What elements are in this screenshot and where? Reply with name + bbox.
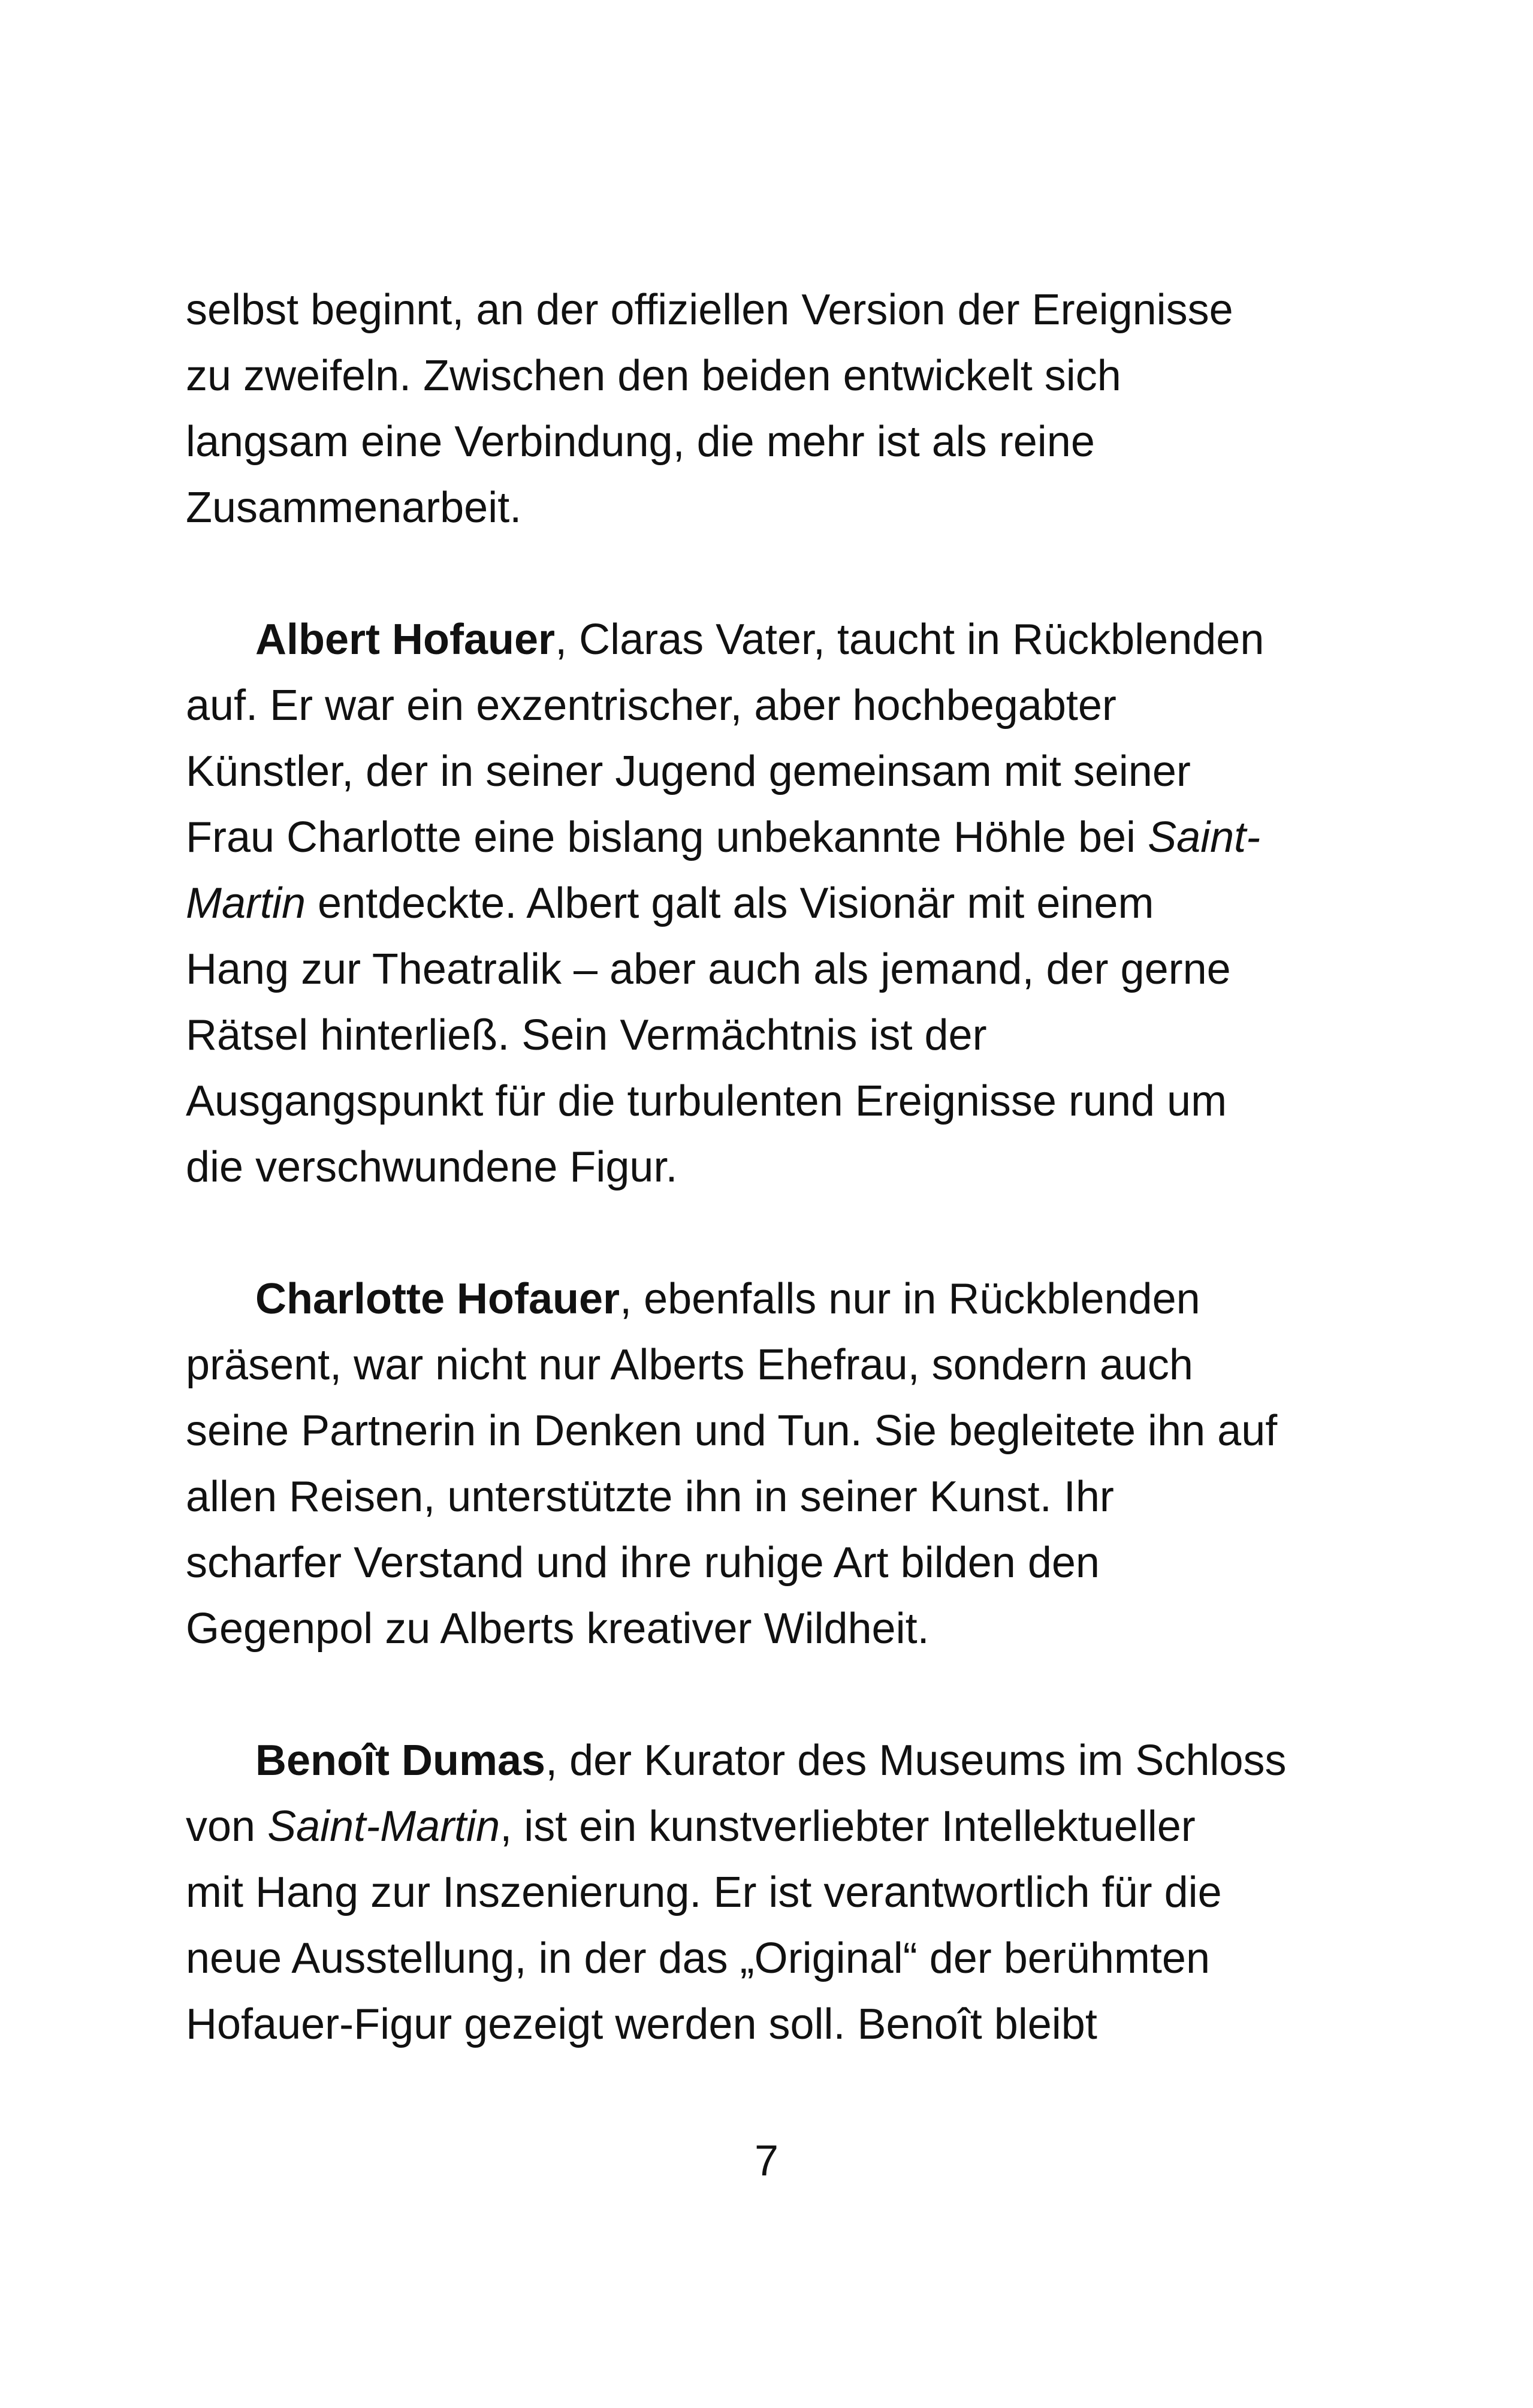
text-line: Künstler, der in seiner Jugend gemeinsam mit seiner bbox=[186, 748, 1191, 795]
text-line bbox=[186, 870, 1360, 936]
text-line bbox=[186, 804, 1360, 870]
text-line: selbst beginnt, an der offiziellen Version der Ereignisse bbox=[186, 286, 1233, 334]
text-line: seine Partnerin in Denken und Tun. Sie begleitete ihn auf bbox=[186, 1407, 1278, 1455]
text-line bbox=[186, 1728, 1360, 1794]
text-line bbox=[186, 1266, 1360, 1332]
text-line: allen Reisen, unterstützte ihn in seiner Kunst. Ihr bbox=[186, 1473, 1114, 1521]
text-line bbox=[186, 607, 1360, 673]
text-fragment: von bbox=[186, 1803, 268, 1851]
place-name: Martin bbox=[186, 879, 306, 927]
text-line: neue Ausstellung, in der das „Original“ der berühmten bbox=[186, 1934, 1210, 1982]
text-fragment: , ebenfalls nur in Rückblenden bbox=[620, 1275, 1200, 1323]
text-line bbox=[186, 1794, 1360, 1860]
text-line: langsam eine Verbindung, die mehr ist als reine bbox=[186, 418, 1095, 466]
page-number: 7 bbox=[754, 2137, 779, 2185]
place-name: Saint-Martin bbox=[267, 1803, 500, 1851]
text-fragment: , der Kurator des Museums im Schloss bbox=[545, 1737, 1287, 1785]
text-line: zu zweifeln. Zwischen den beiden entwickelt sich bbox=[186, 352, 1121, 400]
text-line: Ausgangspunkt für die turbulenten Ereignisse rund um bbox=[186, 1077, 1227, 1125]
text-fragment: , ist ein kunstverliebter Intellektueller bbox=[500, 1803, 1196, 1851]
character-name-benoit: Benoît Dumas bbox=[255, 1737, 546, 1785]
text-line: scharfer Verstand und ihre ruhige Art bilden den bbox=[186, 1539, 1100, 1587]
character-name-charlotte: Charlotte Hofauer bbox=[255, 1275, 620, 1323]
body-text bbox=[186, 277, 1360, 2057]
paragraph-gap bbox=[186, 541, 1360, 607]
text-fragment: , Claras Vater, taucht in Rückblenden bbox=[555, 616, 1265, 664]
text-line: Hang zur Theatralik – aber auch als jemand, der gerne bbox=[186, 945, 1231, 993]
text-line: Zusammenarbeit. bbox=[186, 484, 522, 532]
text-line: Gegenpol zu Alberts kreativer Wildheit. bbox=[186, 1605, 930, 1653]
text-fragment: entdeckte. Albert galt als Visionär mit einem bbox=[306, 879, 1154, 927]
paragraph-gap bbox=[186, 1200, 1360, 1266]
text-fragment: Frau Charlotte eine bislang unbekannte Höhle bei bbox=[186, 813, 1148, 861]
character-name-albert: Albert Hofauer bbox=[255, 616, 556, 664]
text-line: präsent, war nicht nur Alberts Ehefrau, sondern auch bbox=[186, 1341, 1193, 1389]
text-line: auf. Er war ein exzentrischer, aber hochbegabter bbox=[186, 682, 1116, 730]
paragraph-gap bbox=[186, 1662, 1360, 1728]
text-line: Rätsel hinterließ. Sein Vermächtnis ist der bbox=[186, 1011, 987, 1059]
text-line: die verschwundene Figur. bbox=[186, 1143, 678, 1191]
place-name: Saint- bbox=[1148, 813, 1261, 861]
text-line: mit Hang zur Inszenierung. Er ist verantwortlich für die bbox=[186, 1868, 1222, 1916]
text-line: Hofauer-Figur gezeigt werden soll. Benoît bleibt bbox=[186, 2000, 1097, 2048]
